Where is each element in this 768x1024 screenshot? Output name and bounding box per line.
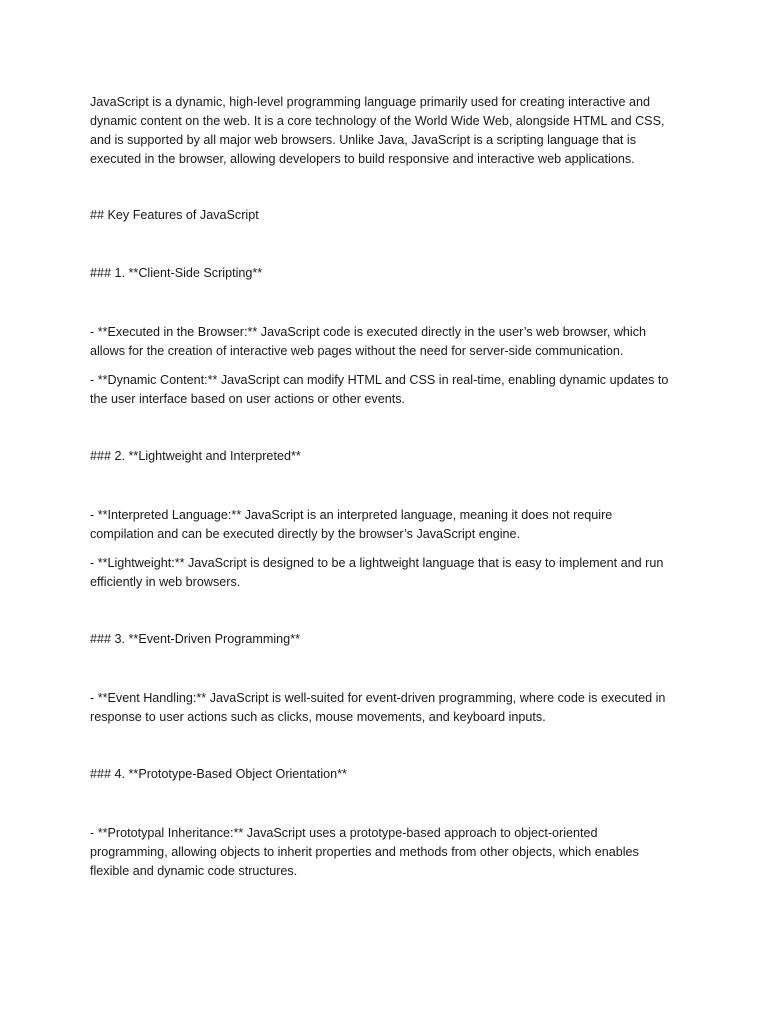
section2-heading <box>90 447 690 466</box>
text-line: JavaScript is a dynamic, high-level programming language primarily used for creating interactive and <box>90 95 650 109</box>
text-line: flexible and dynamic code structures. <box>90 864 298 878</box>
text-line: efficiently in web browsers. <box>90 575 241 589</box>
section3-item-event-handling <box>90 689 690 727</box>
text-line: - **Interpreted Language:** JavaScript is an interpreted language, meaning it does not require <box>90 508 613 522</box>
text-line: programming, allowing objects to inherit properties and methods from other objects, which enables <box>90 845 639 859</box>
section1-item-browser <box>90 323 690 361</box>
heading-text: ### 3. **Event-Driven Programming** <box>90 632 300 646</box>
section4-heading <box>90 765 690 784</box>
section1-item-dynamic-content <box>90 371 690 409</box>
section2-item-lightweight <box>90 554 690 592</box>
text-line: allows for the creation of interactive web pages without the need for server-side communication. <box>90 344 624 358</box>
heading-text: ### 2. **Lightweight and Interpreted** <box>90 449 301 463</box>
text-line: - **Event Handling:** JavaScript is well-suited for event-driven programming, where code is executed in <box>90 691 666 705</box>
text-line: - **Prototypal Inheritance:** JavaScript uses a prototype-based approach to object-oriented <box>90 826 598 840</box>
key-features-heading <box>90 206 690 225</box>
section3-heading <box>90 630 690 649</box>
text-line: - **Executed in the Browser:** JavaScript code is executed directly in the user’s web browser, which <box>90 325 647 339</box>
heading-text: ### 4. **Prototype-Based Object Orientation** <box>90 767 347 781</box>
heading-text: ## Key Features of JavaScript <box>90 208 259 222</box>
section4-item-prototypal <box>90 824 690 881</box>
intro-paragraph <box>90 93 690 169</box>
text-line: executed in the browser, allowing developers to build responsive and interactive web applications. <box>90 152 635 166</box>
section1-heading <box>90 264 690 283</box>
text-line: - **Lightweight:** JavaScript is designed to be a lightweight language that is easy to implement and run <box>90 556 664 570</box>
text-line: - **Dynamic Content:** JavaScript can modify HTML and CSS in real-time, enabling dynamic updates to <box>90 373 669 387</box>
text-line: response to user actions such as clicks, mouse movements, and keyboard inputs. <box>90 710 546 724</box>
section2-item-interpreted <box>90 506 690 544</box>
heading-text: ### 1. **Client-Side Scripting** <box>90 266 263 280</box>
text-line: dynamic content on the web. It is a core technology of the World Wide Web, alongside HTML and CSS, <box>90 114 665 128</box>
text-line: compilation and can be executed directly by the browser’s JavaScript engine. <box>90 527 521 541</box>
text-line: the user interface based on user actions or other events. <box>90 392 406 406</box>
text-line: and is supported by all major web browsers. Unlike Java, JavaScript is a scripting language that is <box>90 133 636 147</box>
